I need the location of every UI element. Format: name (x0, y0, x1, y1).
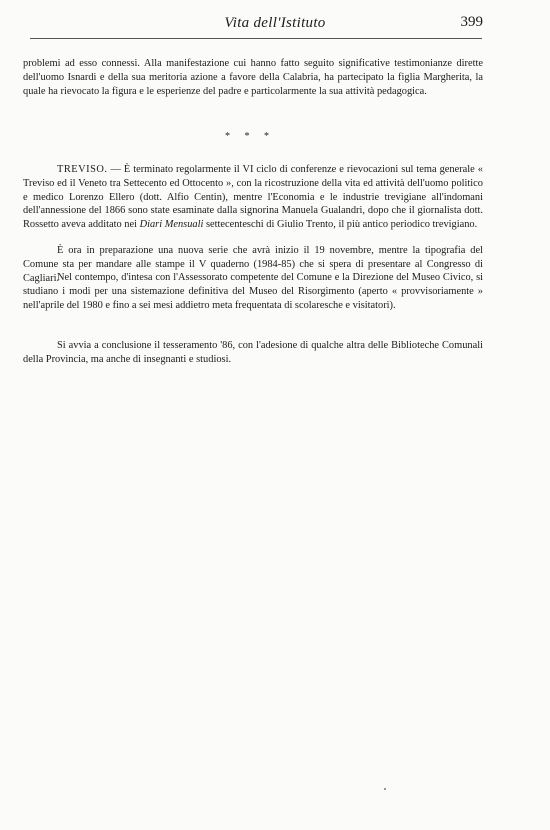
paragraph-membership: Si avvia a conclusione il tesseramento '86, con l'adesione di qualche altra delle Biblioteche Comunali della Provincia, ma anche di insegnanti e studiosi. (23, 340, 483, 365)
header-rule (30, 38, 482, 39)
periodical-title: Diari Mensuali (139, 219, 204, 231)
paragraph-treviso (23, 163, 483, 232)
page-number: 399 (460, 14, 483, 30)
header-title: Vita dell'Istituto (224, 15, 326, 31)
paragraph-continuation: problemi ad esso connessi. Alla manifestazione cui hanno fatto seguito significative testimonianze dirette dell'uomo Isnardi e della sua meritoria azione a favore della Calabria, ha partecipato la figlia Margherita, la quale ha rievocato la figura e le esperienze del padre e particolarmente la sua attività pedagogica. (23, 58, 483, 97)
place-name: TREVISO. (57, 164, 108, 175)
paragraph-treviso-end: settecenteschi di Giulio Trento, il più antico periodico trevigiano. (203, 219, 478, 231)
paragraph-treviso-text: — È terminato regolarmente il VI ciclo di conferenze e rievocazioni sul tema generale « Treviso ed il Veneto tra Settecento ed Ottocento », con la ricostruzione della vita ed attività dell'uomo politico e medico Lorenzo Ellero (dott. Alfio Centin), mentre l'Economia e le industrie trevigiane all'indomani dell'annessione del 1866 sono state esaminate dalla signorina Manuela Gualandri, dopo che il giornalista dott. Rossetto aveva additato nei (23, 164, 483, 231)
paper-speck (384, 788, 386, 790)
section-separator: * * * (225, 131, 275, 142)
paragraph-new-series: È ora in preparazione una nuova serie che avrà inizio il 19 novembre, mentre la tipografia del Comune sta per mandare alle stampe il V quaderno (1984-85) che si spera di presentare al Congresso di Cagliari. (23, 245, 483, 284)
paragraph-museum: Nel contempo, d'intesa con l'Assessorato competente del Comune e la Direzione del Museo Civico, si studiano i modi per una sistemazione definitiva del Museo del Risorgimento (aperto « provvisoriamente » nell'aprile del 1980 e fino a sei mesi addietro meta frequentata di scolaresche e visitatori). (23, 272, 483, 311)
